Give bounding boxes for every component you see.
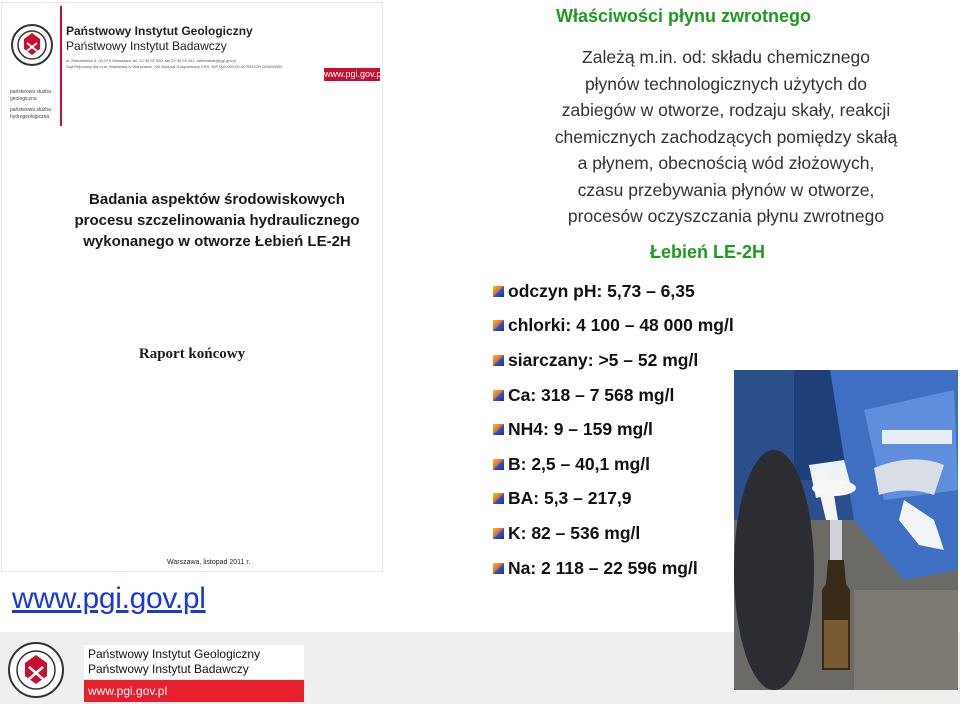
footer-url[interactable]: www.pgi.gov.pl xyxy=(84,680,304,702)
cover-report-label: Raport końcowy xyxy=(138,346,246,362)
list-item xyxy=(493,378,734,413)
paragraph-line: a płynem, obecnością wód złożowych, xyxy=(577,153,875,173)
side-text-line: państwowa służba geologiczna xyxy=(10,89,51,102)
report-cover xyxy=(2,3,382,571)
cover-address xyxy=(66,58,316,70)
cover-institute-line: Państwowy Instytut Badawczy xyxy=(66,39,227,53)
paragraph-line: zabiegów w otworze, rodzaju skały, reakcji xyxy=(561,100,891,120)
pgi-footer-logo-icon xyxy=(6,641,66,699)
paragraph-line: chemicznych zachodzących pomiędzy skałą xyxy=(554,126,898,147)
square-bullet-icon xyxy=(493,424,504,435)
parameter-text: odczyn pH: 5,73 – 6,35 xyxy=(508,280,695,301)
cover-address-line: Sąd Rejonowy dla m.st. Warszawy w Warszawie, XIII Wydział Gospodarczy KRS, NIP 000-000-00-00 REGON 000000000 xyxy=(66,64,283,69)
list-item xyxy=(493,551,734,586)
list-item xyxy=(493,516,734,551)
parameter-text: siarczany: >5 – 52 mg/l xyxy=(508,349,699,370)
cover-title-line: Badania aspektów środowiskowych xyxy=(89,191,345,208)
pgi-logo-icon xyxy=(10,23,54,67)
cover-title-line: procesu szczelinowania hydraulicznego xyxy=(74,212,360,229)
description-paragraph xyxy=(493,44,959,230)
paragraph-line: procesów oczyszczania płynu zwrotnego xyxy=(567,206,885,226)
list-item xyxy=(493,447,734,482)
cover-institute-line: Państwowy Instytut Geologiczny xyxy=(66,24,253,38)
well-location-heading: Łebień LE-2H xyxy=(650,242,766,262)
parameter-text: chlorki: 4 100 – 48 000 mg/l xyxy=(508,315,734,336)
parameter-text: NH4: 9 – 159 mg/l xyxy=(508,419,653,440)
square-bullet-icon xyxy=(493,459,504,470)
footer-institute-line: Państwowy Instytut Geologiczny xyxy=(88,647,261,661)
sampling-photo xyxy=(734,370,958,690)
cover-date: Warszawa, listopad 2011 r. xyxy=(167,559,251,566)
list-item xyxy=(493,309,734,344)
cover-title-line: wykonanego w otworze Łebień LE-2H xyxy=(83,233,351,250)
cover-address-line: ul. Rakowiecka 4, 00-975 Warszawa, tel. 22 45 92 000, fax 22 45 92 441, sekretariat@pgi.gov.pl xyxy=(66,58,237,63)
footer-institute-name xyxy=(84,645,304,679)
side-text-line: państwowa służba hydrogeologiczna xyxy=(10,107,51,120)
list-item xyxy=(493,343,734,378)
paragraph-line: płynów technologicznych użytych do xyxy=(584,73,868,94)
parameter-text: Na: 2 118 – 22 596 mg/l xyxy=(508,557,698,578)
parameter-text: Ca: 318 – 7 568 mg/l xyxy=(508,384,675,405)
parameter-text: K: 82 – 536 mg/l xyxy=(508,522,641,543)
parameter-text: BA: 5,3 – 217,9 xyxy=(508,488,632,509)
footer-institute-line: Państwowy Instytut Badawczy xyxy=(88,662,249,676)
cover-report-title xyxy=(72,189,362,252)
paragraph-line: Zależą m.in. od: składu chemicznego xyxy=(582,47,870,67)
parameter-list xyxy=(493,274,734,585)
list-item xyxy=(493,412,734,447)
list-item xyxy=(493,482,734,517)
cover-institute-name xyxy=(66,24,253,54)
cover-side-text xyxy=(10,89,58,121)
square-bullet-icon xyxy=(493,493,504,504)
list-item xyxy=(493,274,734,309)
square-bullet-icon xyxy=(493,563,504,574)
cover-url-badge: www.pgi.gov.pl xyxy=(324,69,384,79)
cover-red-divider xyxy=(60,6,62,126)
parameter-text: B: 2,5 – 40,1 mg/l xyxy=(508,453,651,474)
square-bullet-icon xyxy=(493,286,504,297)
square-bullet-icon xyxy=(493,390,504,401)
slide-title: Właściwości płynu zwrotnego xyxy=(556,6,812,26)
square-bullet-icon xyxy=(493,528,504,539)
paragraph-line: czasu przebywania płynów w otworze, xyxy=(577,179,875,200)
square-bullet-icon xyxy=(493,320,504,331)
square-bullet-icon xyxy=(493,355,504,366)
website-link[interactable]: www.pgi.gov.pl xyxy=(12,582,206,615)
